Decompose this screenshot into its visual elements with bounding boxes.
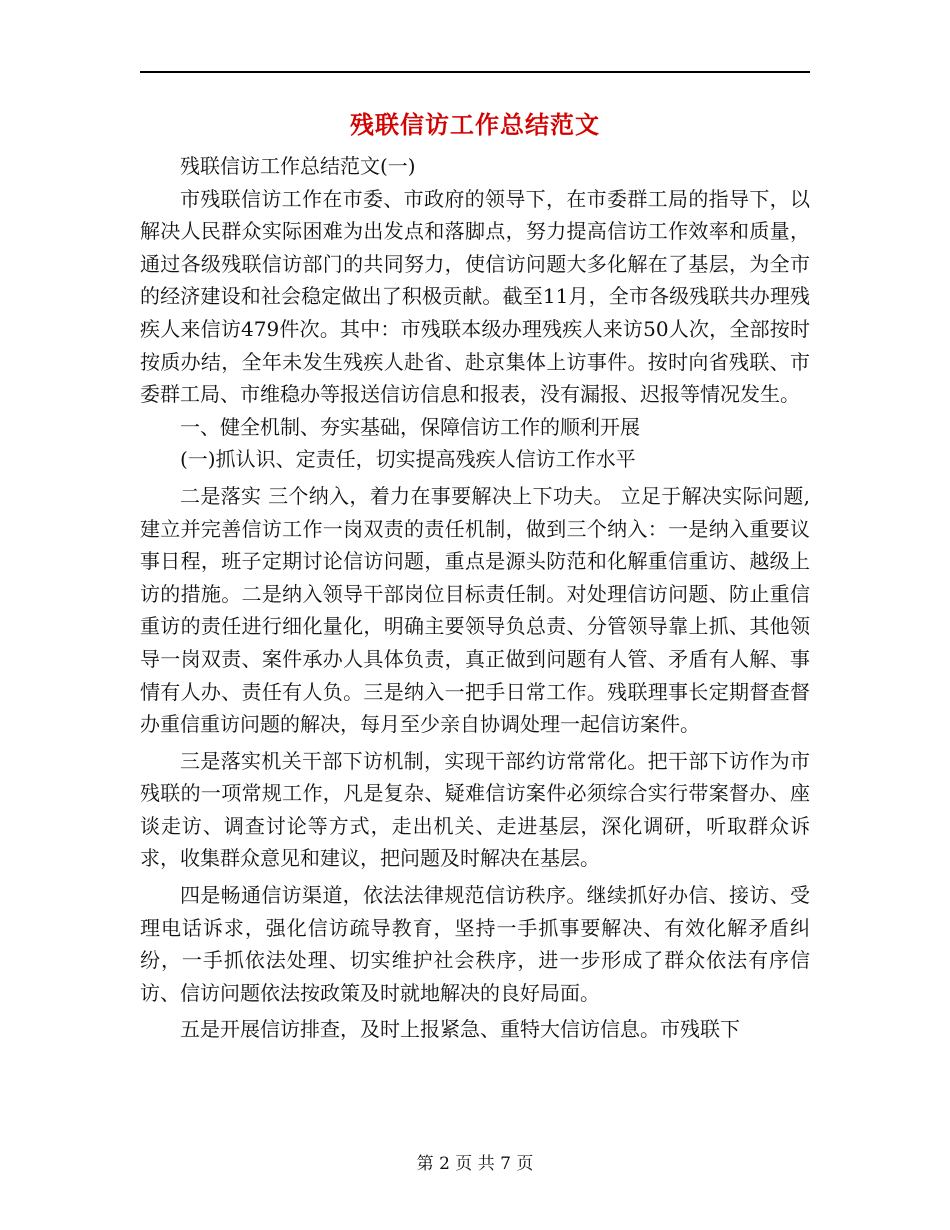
body-paragraph: 二是落实 三个纳入，着力在事要解决上下功夫。 立足于解决实际问题,建立并完善信访工作一岗双责的责任机制，做到三个纳入：一是纳入重要议事日程，班子定期讨论信访问题，重点是源头防范和化解重信重访、越级上访的措施。二是纳入领导干部岗位目标责任制。对处理信访问题、防止重信重访的责任进行细化量化，明确主要领导负总责、分管领导靠上抓、其他领导一岗双责、案件承办人具体负责，真正做到问题有人管、矛盾有人解、事情有人办、责任有人负。三是纳入一把手日常工作。残联理事长定期督查督办重信重访问题的解决，每月至少亲自协调处理一起信访案件。 — [140, 483, 810, 737]
section-heading: 残联信访工作总结范文(一) — [180, 154, 416, 178]
document-body — [140, 150, 810, 1046]
body-paragraph: 四是畅通信访渠道，依法法律规范信访秩序。继续抓好办信、接访、受理电话诉求，强化信访疏导教育，坚持一手抓事要解决、有效化解矛盾纠纷，一手抓依法处理、切实维护社会秩序，进一步形成了群众依法有序信访、信访问题依法按政策及时就地解决的良好局面。 — [140, 883, 810, 1005]
body-paragraph: 三是落实机关干部下访机制，实现干部约访常常化。把干部下访作为市残联的一项常规工作，凡是复杂、疑难信访案件必须综合实行带案督办、座谈走访、调查讨论等方式，走出机关、走进基层，深化调研，听取群众诉求，收集群众意见和建议，把问题及时解决在基层。 — [140, 748, 810, 871]
page-number: 第 2 页 共 7 页 — [416, 1154, 534, 1174]
section-heading: 一、健全机制、夯实基础，保障信访工作的顺利开展 — [180, 414, 640, 439]
document-title: 残联信访工作总结范文 — [350, 110, 600, 139]
body-paragraph: 五是开展信访排查，及时上报紧急、重特大信访信息。市残联下 — [180, 1017, 740, 1042]
sub-heading: (一)抓认识、定责任，切实提高残疾人信访工作水平 — [180, 447, 636, 472]
body-paragraph: 市残联信访工作在市委、市政府的领导下，在市委群工局的指导下，以解决人民群众实际困难为出发点和落脚点，努力提高信访工作效率和质量，通过各级残联信访部门的共同努力，使信访问题大多化解在了基层，为全市的经济建设和社会稳定做出了积极贡献。截至11月，全市各级残联共办理残疾人来信访479件次。其中：市残联本级办理残疾人来访50人次，全部按时按质办结，全年未发生残疾人赴省、赴京集体上访事件。按时向省残联、市委群工局、市维稳办等报送信访信息和报表，没有漏报、迟报等情况发生。 — [140, 186, 810, 407]
header-rule — [140, 71, 810, 73]
